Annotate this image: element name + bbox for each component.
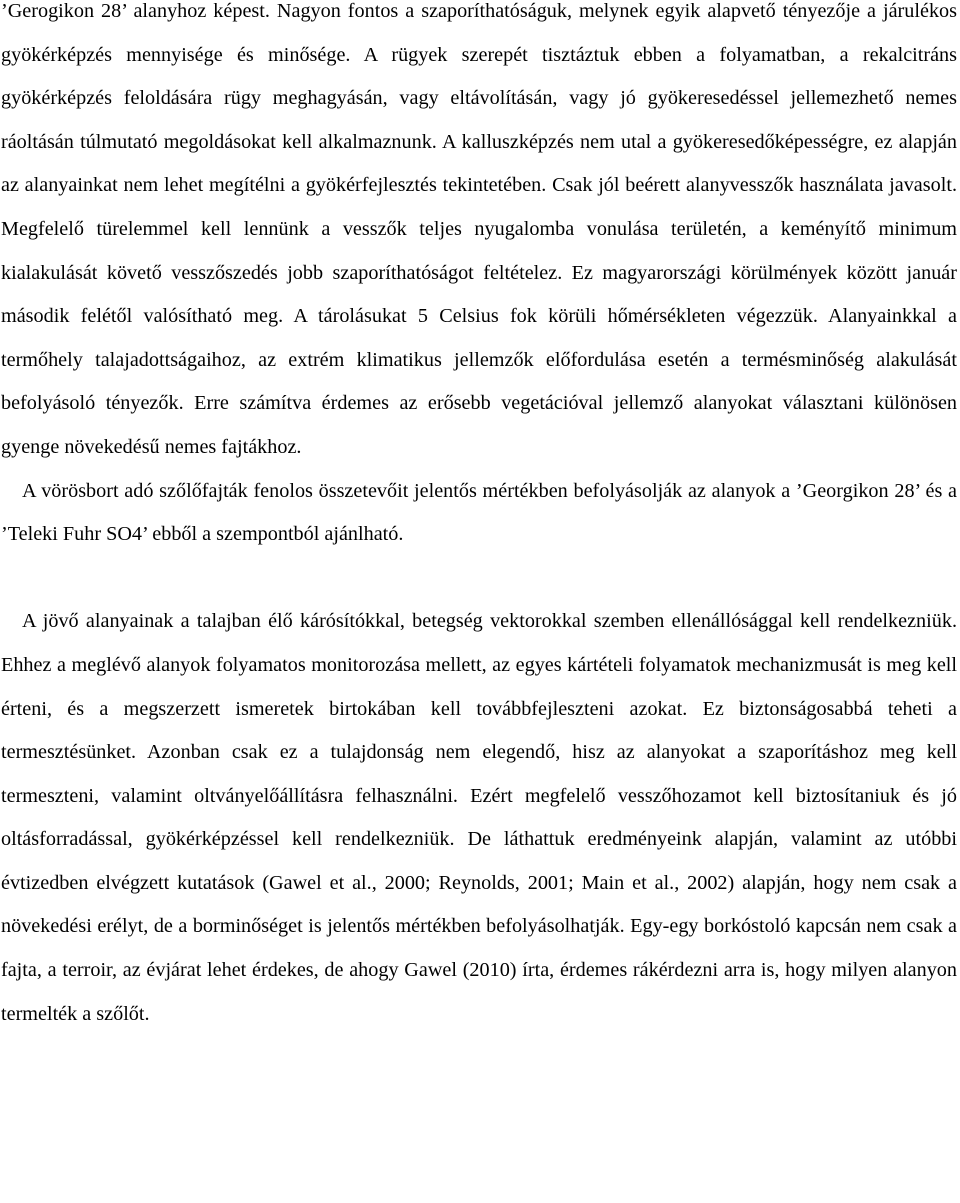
paragraph-red-wine-phenolics: A vörösbort adó szőlőfajták fenolos összetevőit jelentős mértékben befolyásolják az alanyok a ’Georgikon 28’ és a ’Teleki Fuhr SO4’ ebből a szempontból ajánlható.	[1, 479, 957, 546]
paragraph-future-rootstocks: A jövő alanyainak a talajban élő kárósítókkal, betegség vektorokkal szemben ellenállósággal kell rendelkezniük. Ehhez a meglévő alanyok folyamatos monitorozása mellett, az egyes kártételi folyamatok mechanizmusát is meg kell érteni, és a megszerzett ismeretek birtokában kell továbbfejleszteni azokat. Ez biztonságosabbá teheti a termesztésünket. Azonban csak ez a tulajdonság nem elegendő, hisz az alanyokat a szaporításhoz meg kell termeszteni, valamint oltványelőállításra felhasználni. Ezért megfelelő vesszőhozamot kell biztosítaniuk és jó oltásforradással, gyökérképzéssel kell rendelkezniük. De láthattuk eredményeink alapján, valamint az utóbbi évtizedben elvégzett kutatások (Gawel et al., 2000; Reynolds, 2001; Main et al., 2002) alapján, hogy nem csak a növekedési erélyt, de a borminőséget is jelentős mértékben befolyásolhatják. Egy-egy borkóstoló kapcsán nem csak a fajta, a terroir, az évjárat lehet érdekes, de ahogy Gawel (2010) írta, érdemes rákérdezni arra is, hogy milyen alanyon termelték a szőlőt.	[1, 610, 957, 1025]
paragraph-rootstock-propagation: ’Gerogikon 28’ alanyhoz képest. Nagyon fontos a szaporíthatóságuk, melynek egyik alapvető tényezője a járulékos gyökérképzés mennyisége és minősége. A rügyek szerepét tisztáztuk ebben a folyamatban, a rekalcitráns gyökérképzés feloldására rügy meghagyásán, vagy eltávolításán, vagy jó gyökeresedéssel jellemezhető nemes ráoltásán túlmutató megoldásokat kell alkalmaznunk. A kalluszképzés nem utal a gyökeresedőképességre, ez alapján az alanyainkat nem lehet megítélni a gyökérfejlesztés tekintetében. Csak jól beérett alanyvesszők használata javasolt. Megfelelő türelemmel kell lennünk a vesszők teljes nyugalomba vonulása területén, a keményítő minimum kialakulását követő vesszőszedés jobb szaporíthatóságot feltételez. Ez magyarországi körülmények között január második felétől valósítható meg. A tárolásukat 5 Celsius fok körüli hőmérsékleten végezzük. Alanyainkkal a termőhely talajadottságaihoz, az extrém klimatikus jellemzők előfordulása esetén a termésminőség alakulását befolyásoló tényezők. Erre számítva érdemes az erősebb vegetációval jellemző alanyokat választani különösen gyenge növekedésű nemes fajtákhoz.	[1, 0, 957, 458]
